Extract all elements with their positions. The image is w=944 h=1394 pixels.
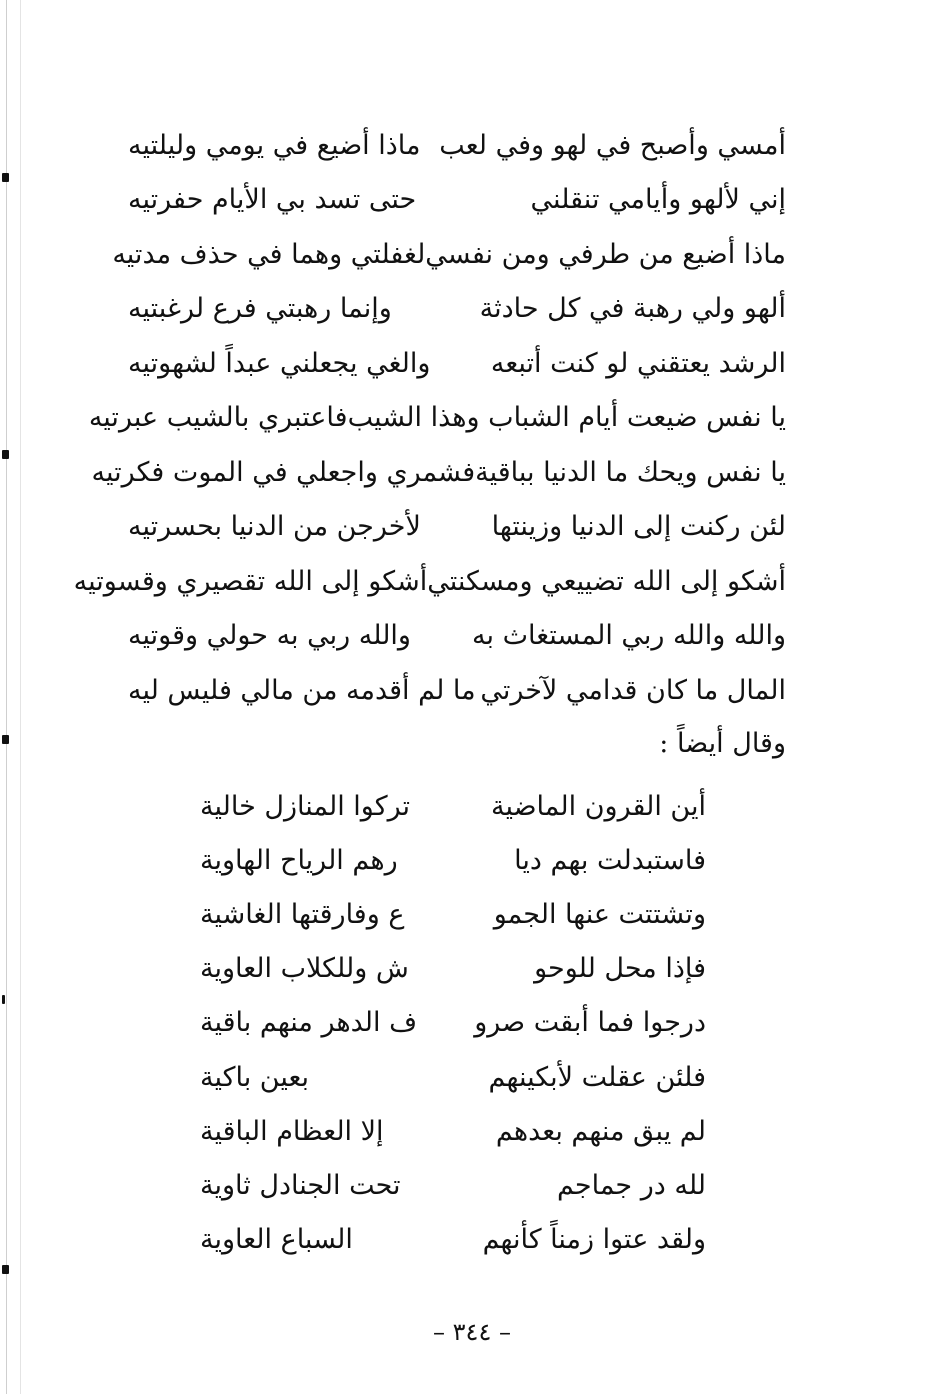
first-hemistich: يا نفس ويحك ما الدنيا بباقية bbox=[475, 456, 786, 488]
verse-line bbox=[73, 554, 786, 609]
verse-line bbox=[128, 282, 786, 337]
verse-line bbox=[200, 1158, 706, 1212]
scan-edge-line bbox=[6, 0, 7, 1394]
first-hemistich: إني لألهو وأيامي تنقلني bbox=[530, 184, 786, 216]
second-hemistich: ما لم أقدمه من مالي فليس ليه bbox=[128, 674, 476, 706]
scan-mark bbox=[2, 173, 9, 182]
verse-line bbox=[200, 1104, 706, 1158]
first-hemistich: الرشد يعتقني لو كنت أتبعه bbox=[490, 347, 786, 379]
first-hemistich: لم يبق منهم بعدهم bbox=[495, 1115, 706, 1147]
second-hemistich: أشكو إلى الله تقصيري وقسوتيه bbox=[73, 565, 428, 597]
second-hemistich: إلا العظام الباقية bbox=[200, 1115, 384, 1147]
second-hemistich: تحت الجنادل ثاوية bbox=[200, 1169, 401, 1201]
second-hemistich: وإنما رهبتي فرع لرغبتيه bbox=[128, 293, 392, 325]
page-number: – ٣٤٤ – bbox=[433, 1318, 511, 1346]
second-hemistich: فشمري واجعلي في الموت فكرتيه bbox=[91, 456, 476, 488]
verse-line bbox=[200, 942, 706, 996]
second-hemistich: ع وفارقتها الغاشية bbox=[200, 898, 405, 930]
poem-first bbox=[73, 118, 786, 718]
first-hemistich: فإذا محل للوحو bbox=[534, 953, 706, 985]
first-hemistich: لئن ركنت إلى الدنيا وزينتها bbox=[491, 511, 786, 543]
verse-line bbox=[200, 1213, 706, 1267]
second-hemistich: ماذا أضيع في يومي وليلتيه bbox=[128, 129, 421, 161]
first-hemistich: وتشتتت عنها الجمو bbox=[493, 898, 706, 930]
verse-line bbox=[128, 609, 786, 664]
second-hemistich: تركوا المنازل خالية bbox=[200, 790, 411, 822]
verse-line bbox=[128, 336, 786, 391]
first-hemistich: درجوا فما أبقت صرو bbox=[474, 1007, 706, 1039]
verse-line bbox=[128, 118, 786, 173]
second-hemistich: والغي يجعلني عبداً لشهوتيه bbox=[128, 347, 431, 379]
first-hemistich: أين القرون الماضية bbox=[491, 790, 706, 822]
scan-mark bbox=[2, 995, 5, 1004]
scan-mark bbox=[2, 1265, 9, 1274]
verse-line bbox=[128, 663, 786, 718]
verse-line bbox=[112, 227, 786, 282]
second-hemistich: رهم الرياح الهاوية bbox=[200, 844, 398, 876]
verse-line bbox=[200, 996, 706, 1050]
first-hemistich: أشكو إلى الله تضييعي ومسكنتي bbox=[427, 565, 786, 597]
second-hemistich: بعين باكية bbox=[200, 1061, 310, 1093]
second-hemistich: ف الدهر منهم باقية bbox=[200, 1007, 418, 1039]
verse-line bbox=[91, 445, 786, 500]
second-hemistich: والله ربي به حولي وقوتيه bbox=[128, 620, 411, 652]
first-hemistich: أمسي وأصبح في لهو وفي لعب bbox=[439, 129, 786, 161]
first-hemistich: ولقد عتوا زمناً كأنهم bbox=[482, 1224, 706, 1256]
second-hemistich: لأخرجن من الدنيا بحسرتيه bbox=[128, 511, 421, 543]
first-hemistich: ألهو ولي رهبة في كل حادثة bbox=[479, 293, 786, 325]
poem-intro-heading: وقال أيضاً : bbox=[659, 728, 786, 759]
second-hemistich: السباع العاوية bbox=[200, 1224, 353, 1256]
verse-line bbox=[200, 779, 706, 833]
verse-line bbox=[200, 833, 706, 887]
first-hemistich: لله در جماجم bbox=[556, 1169, 706, 1201]
verse-line bbox=[128, 500, 786, 555]
poem-second bbox=[200, 779, 706, 1267]
scan-mark bbox=[2, 735, 9, 744]
verse-line bbox=[200, 1050, 706, 1104]
first-hemistich: ماذا أضيع من طرفي ومن نفسي bbox=[425, 238, 786, 270]
scan-edge-line bbox=[20, 0, 21, 1394]
scan-mark bbox=[2, 450, 9, 459]
first-hemistich: فلئن عقلت لأبكينهم bbox=[488, 1061, 706, 1093]
second-hemistich: حتى تسد بي الأيام حفرتيه bbox=[128, 184, 417, 216]
first-hemistich: والله والله ربي المستغاث به bbox=[472, 620, 786, 652]
second-hemistich: لغفلتي وهما في حذف مدتيه bbox=[112, 238, 426, 270]
first-hemistich: يا نفس ضيعت أيام الشباب وهذا الشيب bbox=[347, 402, 786, 434]
first-hemistich: فاستبدلت بهم ديا bbox=[514, 844, 706, 876]
verse-line bbox=[200, 887, 706, 941]
second-hemistich: ش وللكلاب العاوية bbox=[200, 953, 409, 985]
first-hemistich: المال ما كان قدامي لآخرتي bbox=[480, 674, 786, 706]
verse-line bbox=[88, 391, 786, 446]
second-hemistich: فاعتبري بالشيب عبرتيه bbox=[88, 402, 348, 434]
verse-line bbox=[128, 173, 786, 228]
